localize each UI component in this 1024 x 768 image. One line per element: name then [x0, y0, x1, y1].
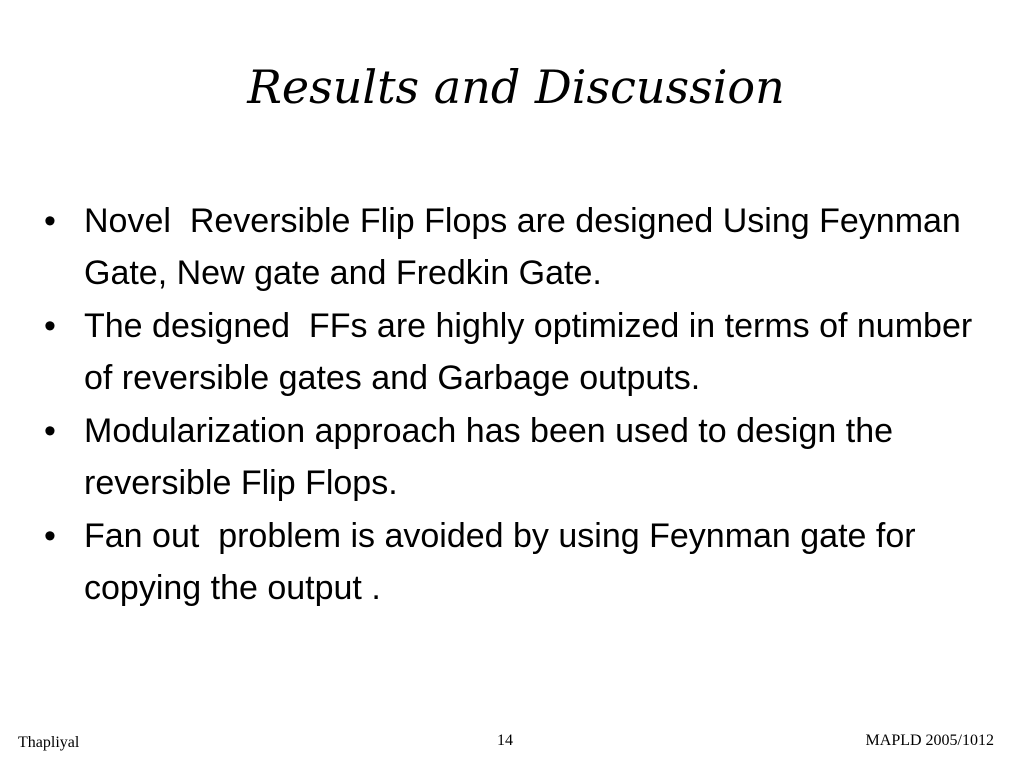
slide-title: Results and Discussion: [247, 60, 785, 114]
bullet-item: [44, 300, 1004, 404]
bullet-item: [44, 510, 1004, 614]
bullet-text: Fan out problem is avoided by using Feynman gate for copying the output .: [84, 517, 926, 607]
bullet-item: [44, 195, 1004, 299]
bullet-text: The designed FFs are highly optimized in terms of number of reversible gates and Garbage outputs.: [84, 307, 982, 397]
footer-page-number: 14: [497, 732, 513, 749]
bullet-icon: •: [44, 202, 56, 240]
bullet-list: [44, 195, 1004, 614]
footer-author: Thapliyal: [18, 734, 80, 751]
bullet-icon: •: [44, 307, 56, 345]
footer-event: MAPLD 2005/1012: [865, 732, 994, 749]
bullet-text: Novel Reversible Flip Flops are designed Using Feynman Gate, New gate and Fredkin Gate.: [84, 202, 971, 292]
bullet-icon: •: [44, 412, 56, 450]
bullet-text: Modularization approach has been used to design the reversible Flip Flops.: [84, 412, 903, 502]
bullet-item: [44, 405, 1004, 509]
bullet-icon: •: [44, 517, 56, 555]
